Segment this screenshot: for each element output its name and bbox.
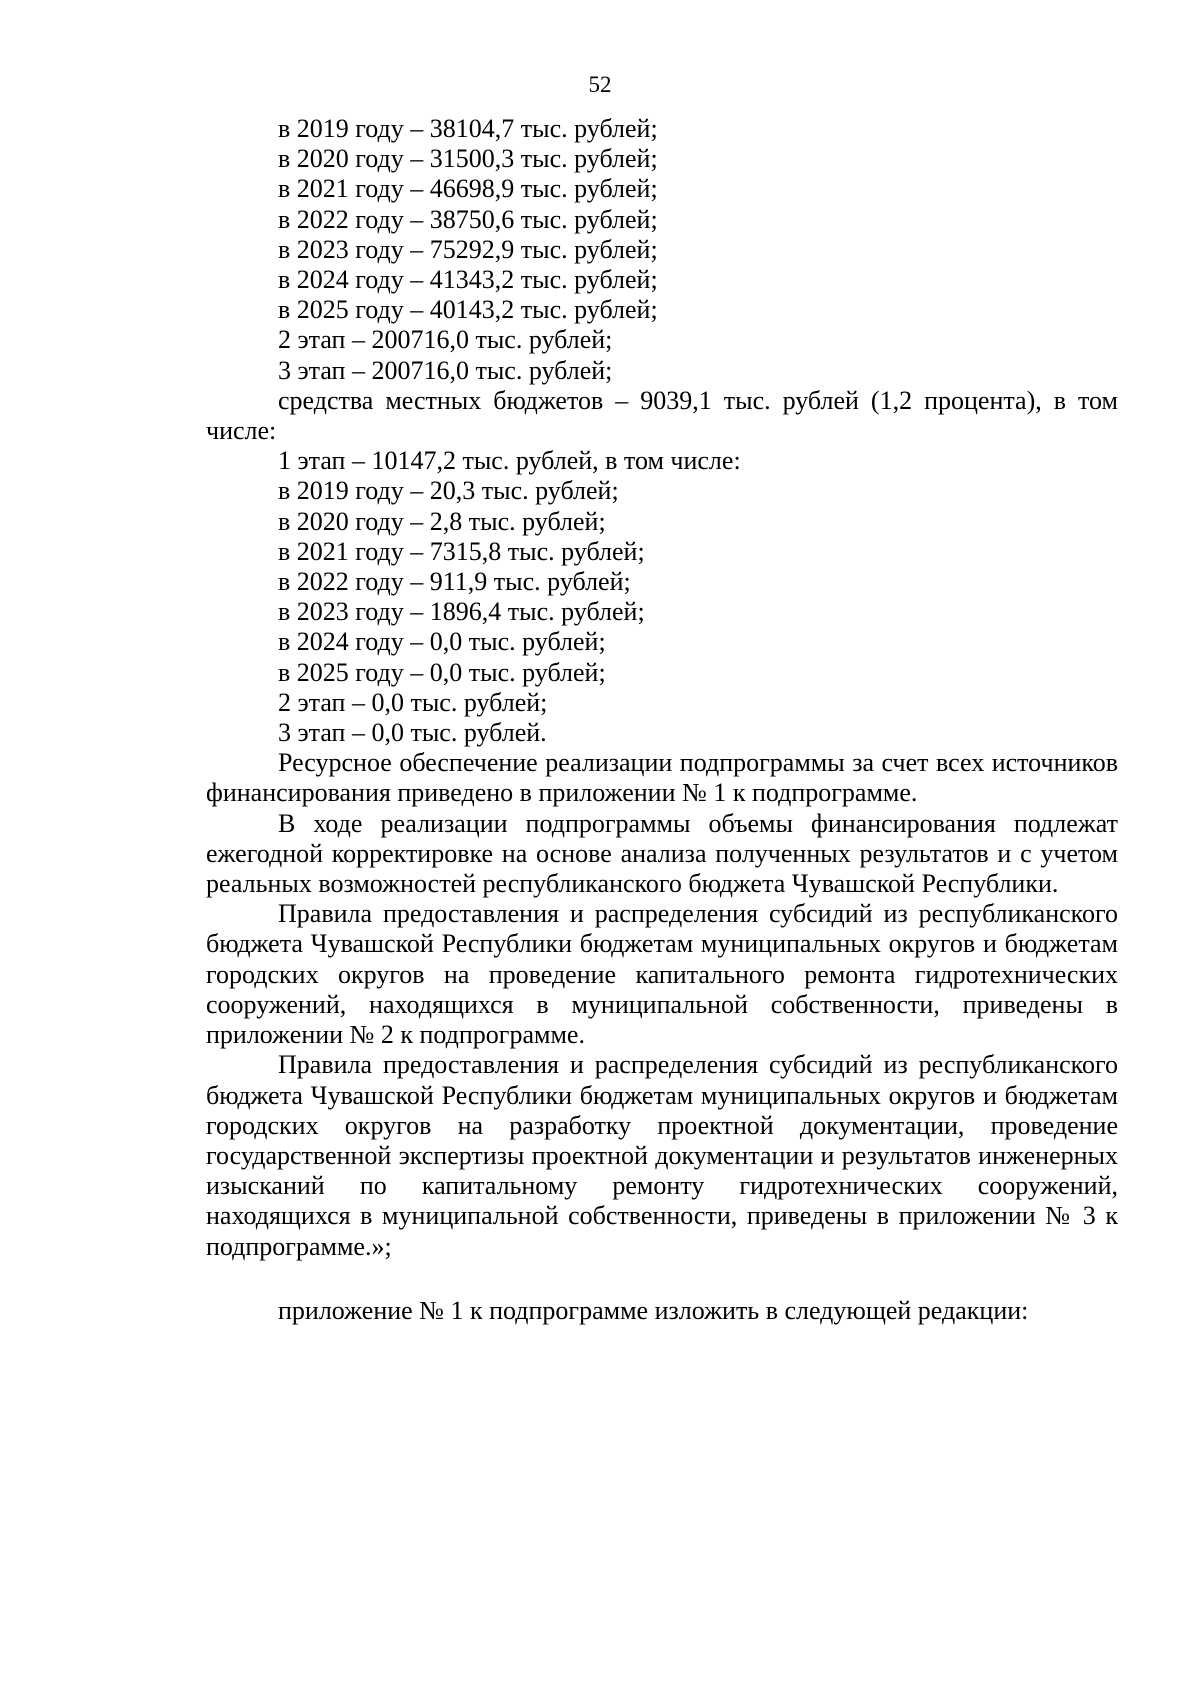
local-budgets-intro: средства местных бюджетов – 9039,1 тыс. рублей (1,2 процента), в том числе: (206, 385, 1118, 446)
local-budget-2020: в 2020 году – 2,8 тыс. рублей; (278, 506, 606, 536)
republic-budget-2025: в 2025 году – 40143,2 тыс. рублей; (278, 295, 658, 325)
paragraph-resources: Ресурсное обеспечение реализации подпрограммы за счет всех источников финансирования приведено в приложении № 1 к подпрограмме. (206, 748, 1118, 808)
local-stage-1: 1 этап – 10147,2 тыс. рублей, в том числе: (278, 446, 741, 476)
paragraph-rules-repair: Правила предоставления и распределения субсидий из республиканского бюджета Чувашской Республики бюджетам муниципальных округов и бюджетам городских округов на проведение капитального ремонта гидротехнических сооружений, находящихся в муниципальной собственности, приведены в приложении № 2 к подпрограмме. (206, 899, 1118, 1050)
republic-stage-2: 2 этап – 200716,0 тыс. рублей; (278, 325, 613, 355)
paragraph-rules-design: Правила предоставления и распределения субсидий из республиканского бюджета Чувашской Республики бюджетам муниципальных округов и бюджетам городских округов на разработку проектной документации, проведение государственной экспертизы проектной документации и результатов инженерных изысканий по капитальному ремонту гидротехнических сооружений, находящихся в муниципальной собственности, приведены в приложении № 3 к подпрограмме.»; (206, 1050, 1118, 1261)
republic-budget-2021: в 2021 году – 46698,9 тыс. рублей; (278, 174, 658, 204)
local-budget-2022: в 2022 году – 911,9 тыс. рублей; (278, 567, 631, 597)
spacer (206, 1262, 1118, 1296)
local-stage-2: 2 этап – 0,0 тыс. рублей; (278, 687, 548, 717)
local-stage-3: 3 этап – 0,0 тыс. рублей. (278, 718, 547, 748)
republic-budget-2024: в 2024 году – 41343,2 тыс. рублей; (278, 265, 658, 295)
paragraph-adjustment: В ходе реализации подпрограммы объемы финансирования подлежат ежегодной корректировке на основе анализа полученных результатов и с учетом реальных возможностей республиканского бюджета Чувашской Республики. (206, 808, 1118, 899)
republic-budget-2023: в 2023 году – 75292,9 тыс. рублей; (278, 234, 658, 264)
republic-stage-3: 3 этап – 200716,0 тыс. рублей; (278, 355, 613, 385)
local-budget-2021: в 2021 году – 7315,8 тыс. рублей; (278, 536, 645, 566)
republic-budget-2019: в 2019 году – 38104,7 тыс. рублей; (278, 114, 658, 143)
document-body (206, 114, 1118, 1326)
paragraph-appendix: приложение № 1 к подпрограмме изложить в следующей редакции: (278, 1295, 1029, 1325)
republic-budget-2020: в 2020 году – 31500,3 тыс. рублей; (278, 144, 658, 174)
republic-budget-2022: в 2022 году – 38750,6 тыс. рублей; (278, 204, 658, 234)
page-number: 52 (588, 72, 612, 97)
local-budget-2023: в 2023 году – 1896,4 тыс. рублей; (278, 597, 645, 627)
local-budget-2025: в 2025 году – 0,0 тыс. рублей; (278, 657, 606, 687)
local-budget-2019: в 2019 году – 20,3 тыс. рублей; (278, 476, 619, 506)
local-budget-2024: в 2024 году – 0,0 тыс. рублей; (278, 627, 606, 657)
